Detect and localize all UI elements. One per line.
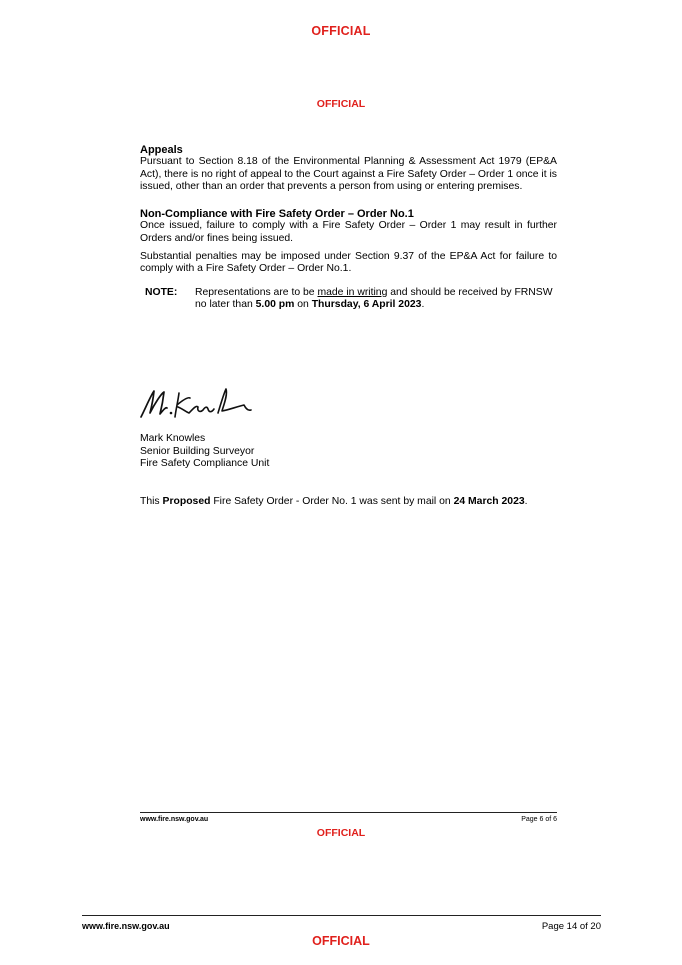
handwritten-signature [138, 383, 258, 423]
inner-header-official-marking: OFFICIAL [316, 98, 366, 110]
note-label: NOTE: [145, 286, 178, 298]
proposed-emphasis: Proposed [162, 496, 211, 507]
outer-header-official-marking: OFFICIAL [311, 24, 371, 38]
outer-page-number: Page 14 of 20 [541, 921, 601, 932]
inner-page-number: Page 6 of 6 [521, 816, 557, 823]
sent-by-mail-line: This Proposed Fire Safety Order - Order No. 1 was sent by mail on 24 March 2023. [140, 496, 528, 507]
appeals-paragraph: Pursuant to Section 8.18 of the Environmental Planning & Assessment Act 1979 (EP&A Act), there is no right of appeal to the Court against a Fire Safety Order – Order 1 once it is issued, other than an order that prevents a person from using or entering premises. [140, 156, 557, 192]
non-compliance-paragraph-1: Once issued, failure to comply with a Fire Safety Order – Order 1 may result in further Orders and/or fines being issued. [140, 220, 557, 244]
deadline-time: 5.00 pm [255, 298, 295, 310]
outer-footer-divider [82, 915, 601, 916]
non-compliance-paragraph-2: Substantial penalties may be imposed under Section 9.37 of the EP&A Act for failure to comply with a Fire Safety Order – Order No.1. [140, 251, 557, 275]
inner-footer-official-marking: OFFICIAL [316, 827, 366, 839]
note-text: Representations are to be made in writing and should be received by FRNSW no later than 5.00 pm on Thursday, 6 April 2023. [195, 286, 553, 310]
signatory-title: Senior Building Surveyor [140, 445, 255, 457]
signatory-unit: Fire Safety Compliance Unit [140, 458, 270, 469]
signatory-name: Mark Knowles [140, 433, 206, 444]
letter-body [140, 144, 557, 311]
deadline-date: Thursday, 6 April 2023 [311, 298, 422, 310]
non-compliance-heading: Non-Compliance with Fire Safety Order – Order No.1 [140, 208, 414, 221]
inner-footer-url: www.fire.nsw.gov.au [140, 816, 209, 823]
inner-footer-divider [140, 812, 557, 813]
outer-footer-official-marking: OFFICIAL [312, 934, 370, 948]
sent-date: 24 March 2023 [453, 496, 525, 507]
made-in-writing-emphasis: made in writing [317, 286, 388, 298]
outer-footer-url: www.fire.nsw.gov.au [82, 921, 170, 931]
signatory-block [140, 433, 269, 471]
appeals-heading: Appeals [140, 144, 183, 156]
note-block [140, 287, 557, 312]
